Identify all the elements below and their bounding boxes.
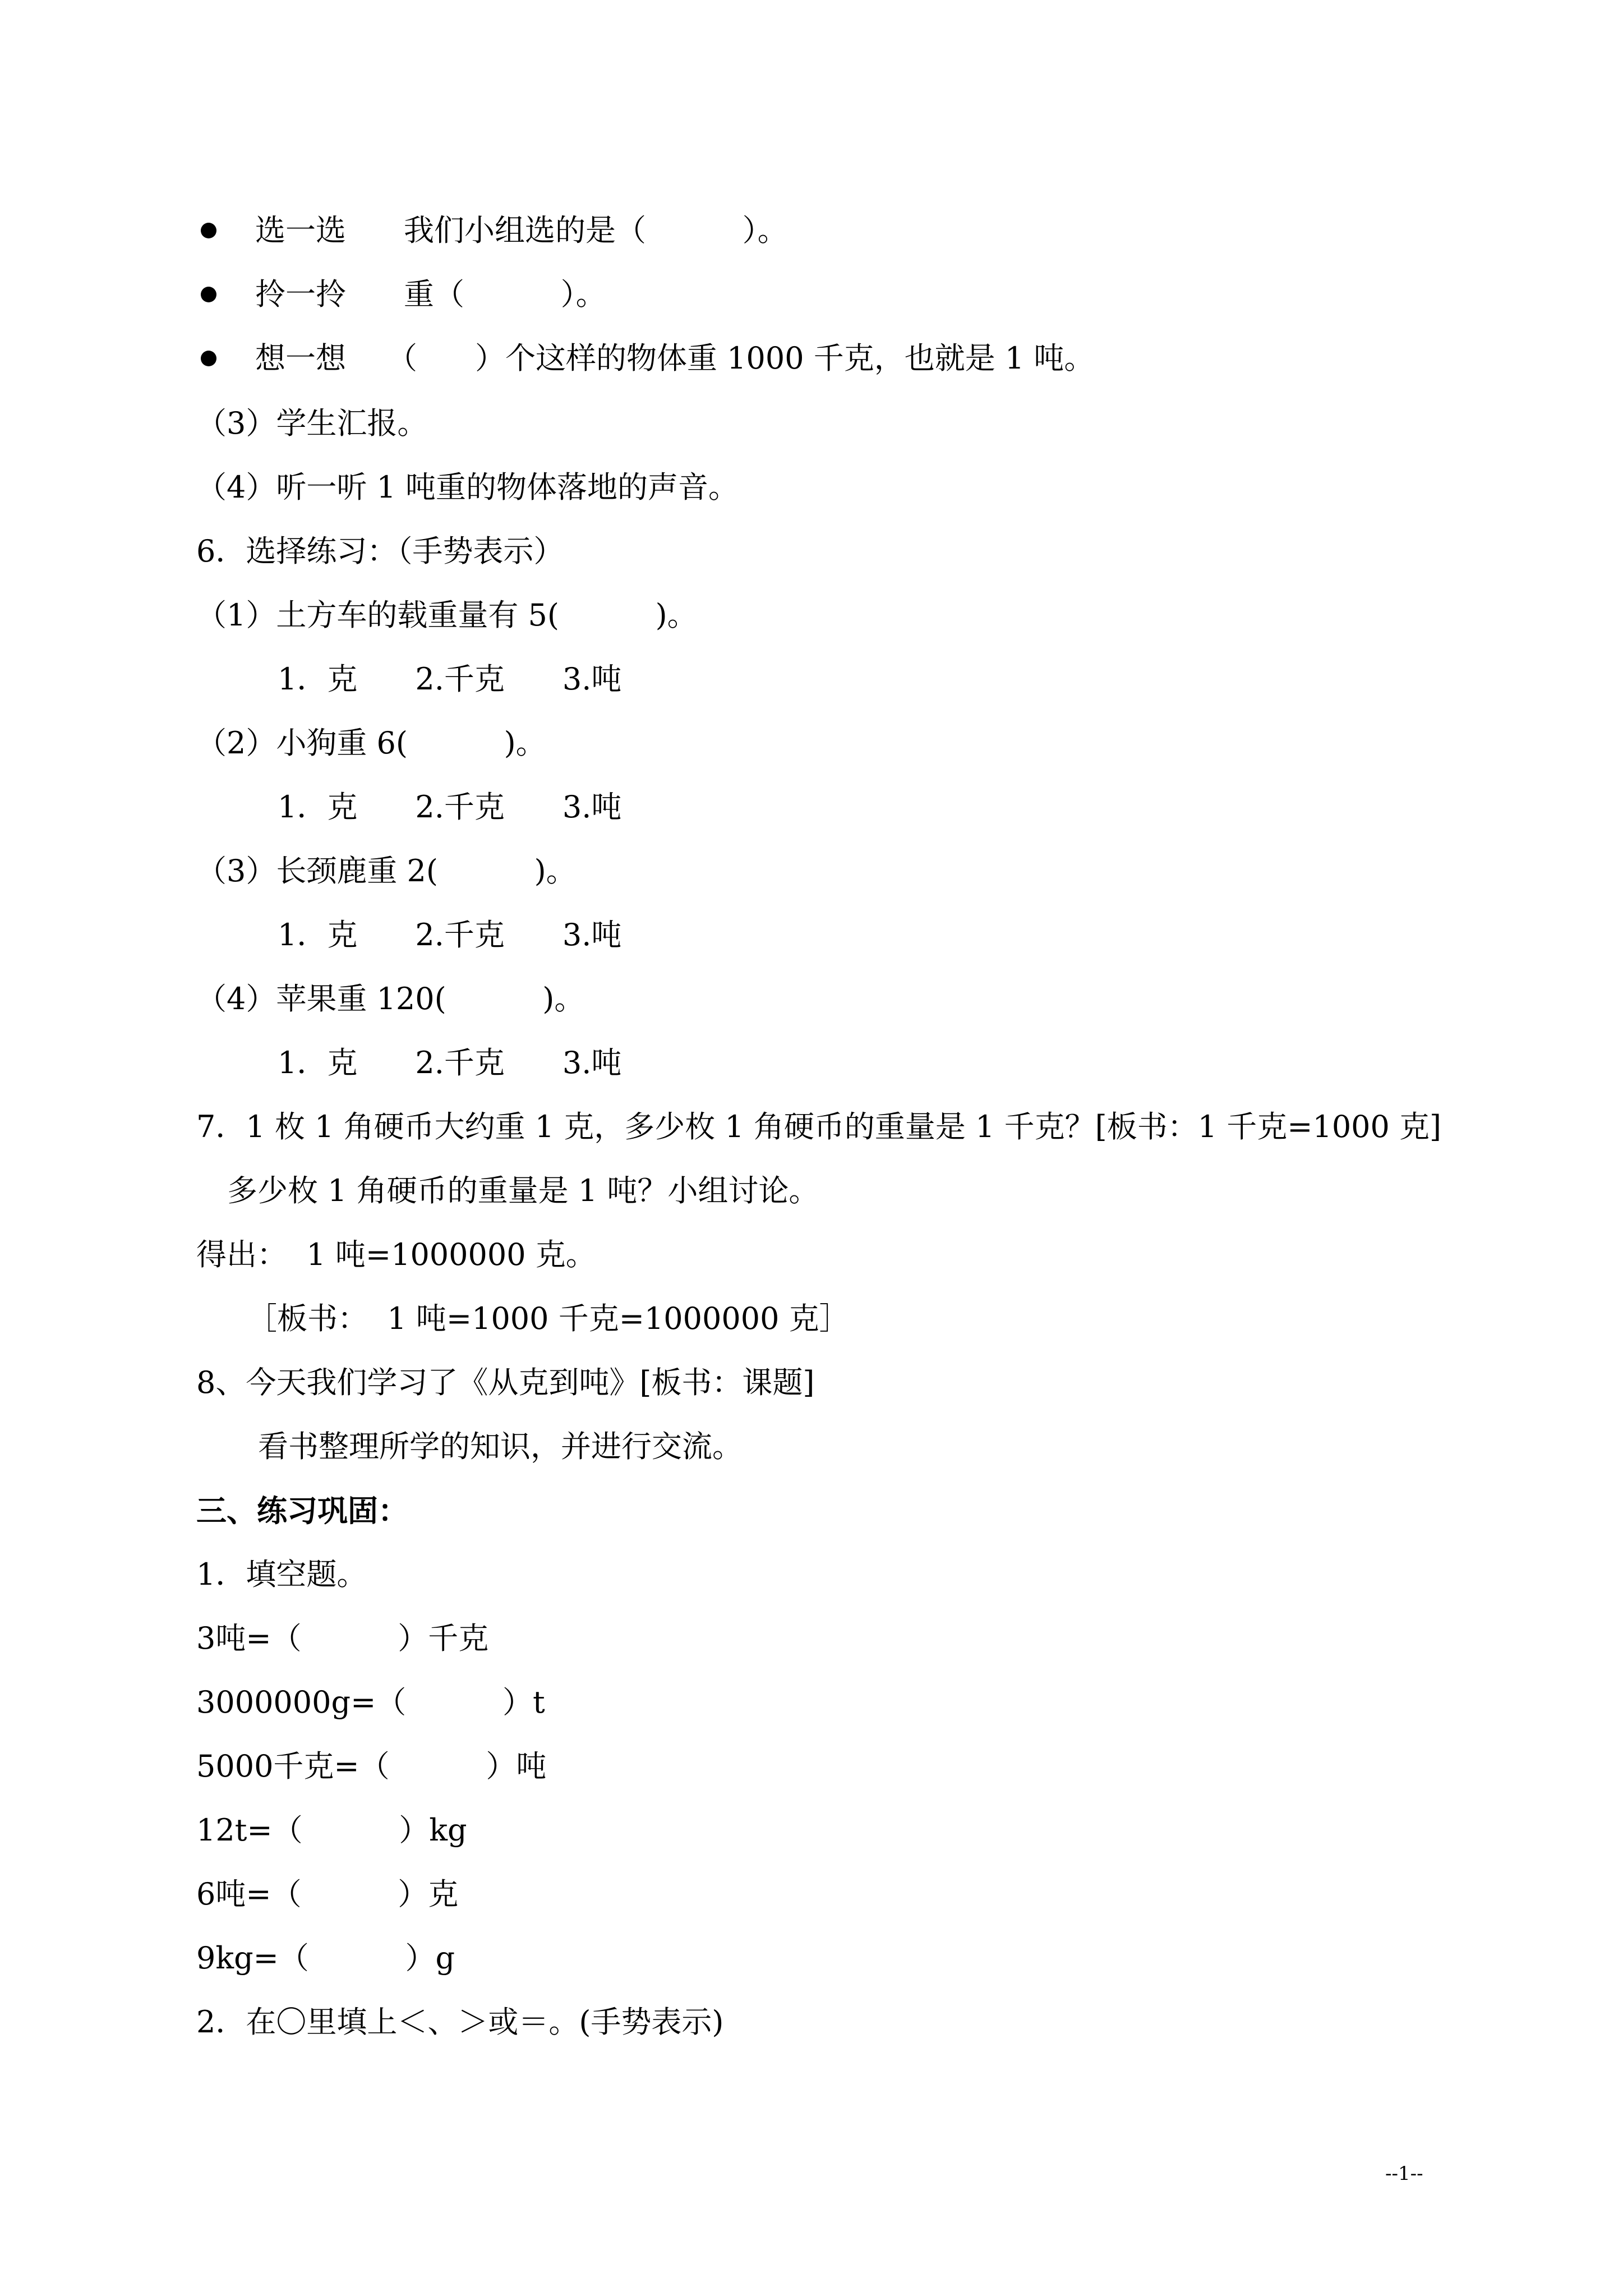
bullet-text: 我们小组选的是（ ）。 [404, 213, 788, 248]
section-8-summary: 8、今天我们学习了《从克到吨》[板书：课题] [196, 1365, 815, 1400]
bullet-icon [201, 351, 216, 366]
page-number: --1-- [1385, 2162, 1423, 2185]
options-2: 1．克 2.千克 3.吨 [278, 789, 622, 825]
section-7-discussion: 多少枚 1 角硬币的重量是 1 吨？小组讨论。 [227, 1173, 819, 1208]
options-3: 1．克 2.千克 3.吨 [278, 917, 622, 953]
fill-blank-4: 12t=（ ）kg [196, 1812, 467, 1848]
section-6-heading: 6．选择练习：（手势表示） [196, 533, 564, 569]
section-3-heading: 三、练习巩固： [196, 1493, 408, 1529]
bullet-text: （ ）个这样的物体重 1000 千克，也就是 1 吨。 [387, 341, 1095, 376]
bullet-icon [201, 223, 216, 238]
section-7-coin: 7．1 枚 1 角硬币大约重 1 克，多少枚 1 角硬币的重量是 1 千克？[板书：1 千克=1000 克] [196, 1109, 1442, 1144]
bullet-label: 选一选 [255, 213, 346, 248]
board-note: ［板书： 1 吨=1000 千克=1000000 克］ [247, 1301, 850, 1336]
bullet-text: 重（ ）。 [404, 277, 606, 312]
fill-blank-1: 3吨=（ ）千克 [196, 1621, 489, 1656]
bullet-label: 拎一拎 [255, 277, 346, 312]
fill-blank-3: 5000千克=（ ）吨 [196, 1749, 547, 1784]
options-1: 1．克 2.千克 3.吨 [278, 661, 622, 697]
exercise-2-heading: 2．在〇里填上＜、＞或＝。(手势表示) [196, 2004, 724, 2040]
options-4: 1．克 2.千克 3.吨 [278, 1045, 622, 1080]
derive-result: 得出： 1 吨=1000000 克。 [196, 1237, 596, 1272]
step-4-listen: （4）听一听 1 吨重的物体落地的声音。 [196, 470, 739, 505]
exercise-1-heading: 1．填空题。 [196, 1557, 367, 1592]
question-4: （4）苹果重 120( )。 [196, 981, 585, 1016]
question-3: （3）长颈鹿重 2( )。 [196, 853, 577, 889]
question-2: （2）小狗重 6( )。 [196, 725, 546, 761]
fill-blank-5: 6吨=（ ）克 [196, 1876, 459, 1912]
fill-blank-6: 9kg=（ ）g [196, 1940, 455, 1976]
question-1: （1）土方车的载重量有 5( )。 [196, 597, 698, 633]
fill-blank-2: 3000000g=（ ）t [196, 1685, 545, 1720]
section-8-review: 看书整理所学的知识，并进行交流。 [258, 1429, 743, 1464]
bullet-icon [201, 287, 216, 302]
step-3-report: （3）学生汇报。 [196, 406, 428, 441]
bullet-label: 想一想 [255, 341, 346, 376]
